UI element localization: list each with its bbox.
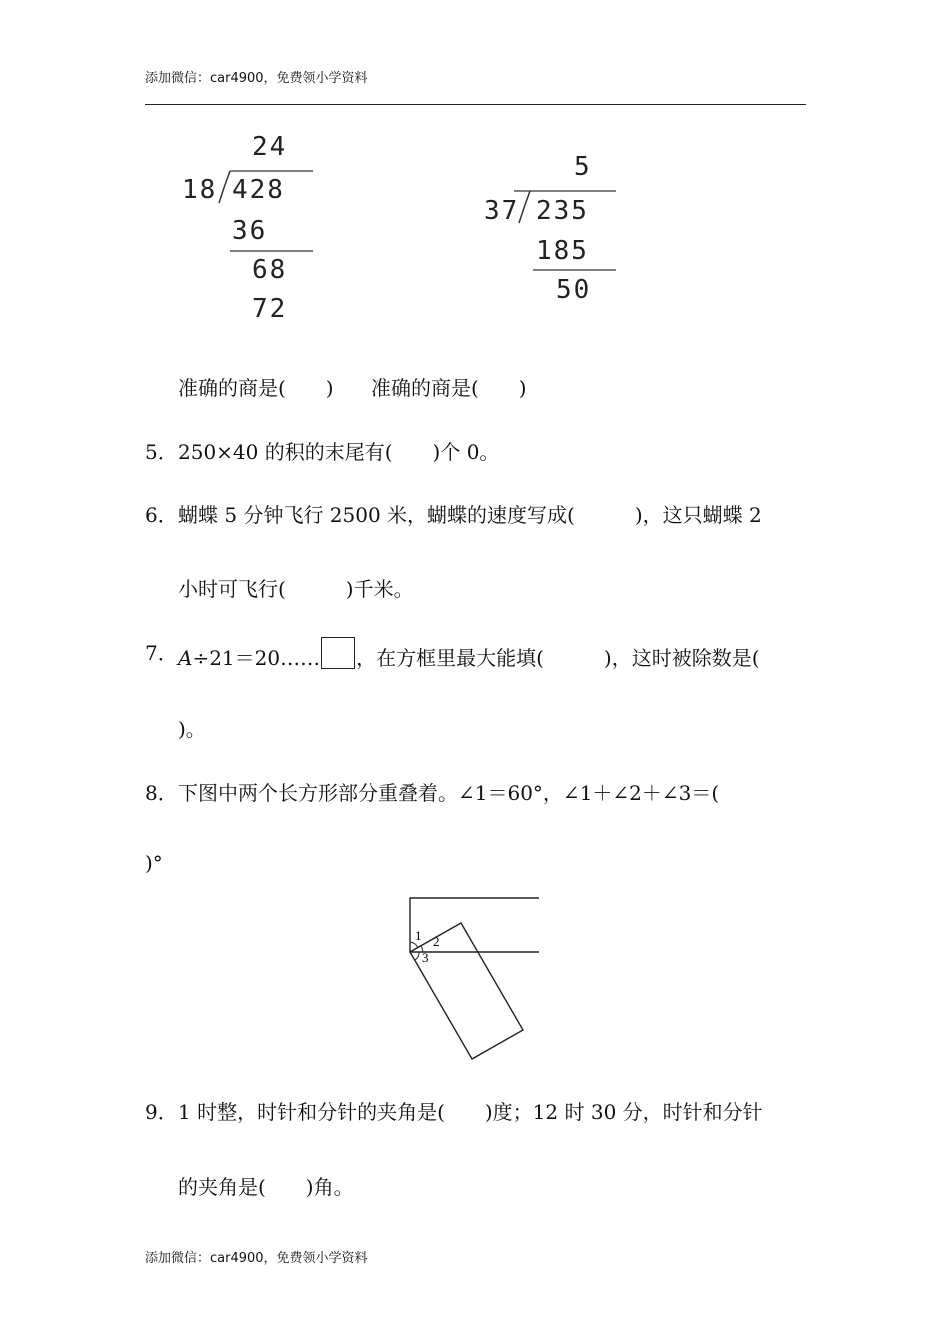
q5-number: 5． (145, 440, 178, 464)
page-footer: 添加微信：car4900，免费领小学资料 (145, 1251, 368, 1266)
division-right-lines (0, 0, 950, 340)
division-left-divisor: 18 (182, 175, 218, 205)
answer-box (321, 637, 355, 669)
q6-line2: 小时可飞行( )千米。 (178, 577, 414, 601)
q8-line1: 下图中两个长方形部分重叠着。∠1＝60°，∠1＋∠2＋∠3＝( (178, 781, 720, 805)
division-left-step3: 72 (252, 294, 288, 324)
division-right-step1: 185 (536, 236, 589, 266)
angle-label-1: 1 (415, 928, 422, 943)
division-right-divisor: 37 (484, 196, 520, 226)
q7-line1 (178, 637, 760, 671)
q7-line2: )。 (178, 717, 206, 741)
q9-number: 9． (145, 1100, 178, 1124)
angle-arc-3 (415, 952, 419, 960)
q8-number: 8． (145, 781, 178, 805)
q7-number: 7． (145, 641, 178, 665)
q7-variable: A (178, 646, 193, 670)
page-header: 添加微信：car4900，免费领小学资料 (145, 71, 368, 86)
q5-text: 250×40 的积的末尾有( )个 0。 (178, 440, 500, 464)
q7-pre: ÷21＝20…… (192, 646, 321, 670)
division-right-quotient: 5 (574, 152, 592, 182)
division-left-step1: 36 (232, 216, 268, 246)
angle-label-2: 2 (433, 934, 440, 949)
tilted-rectangle (410, 923, 523, 1059)
angle-label-3: 3 (422, 950, 429, 965)
q4-answer-left: 准确的商是( ) (178, 376, 334, 400)
division-left-step2: 68 (252, 255, 288, 285)
q8-line2: )° (145, 851, 163, 875)
division-right-remainder: 50 (556, 275, 592, 305)
division-left-dividend: 428 (232, 175, 285, 205)
q7-post: ，在方框里最大能填( )，这时被除数是( (356, 646, 760, 670)
overlapping-rectangles-figure (400, 890, 550, 1065)
upright-rectangle (410, 898, 539, 952)
q9-line1: 1 时整，时针和分针的夹角是( )度；12 时 30 分，时针和分针 (178, 1100, 763, 1124)
division-left-quotient: 24 (252, 132, 288, 162)
q4-answer-right: 准确的商是( ) (371, 376, 527, 400)
q9-line2: 的夹角是( )角。 (178, 1175, 354, 1199)
q6-line1: 蝴蝶 5 分钟飞行 2500 米，蝴蝶的速度写成( )，这只蝴蝶 2 (178, 503, 762, 527)
q6-number: 6． (145, 503, 178, 527)
division-right-dividend: 235 (536, 196, 589, 226)
